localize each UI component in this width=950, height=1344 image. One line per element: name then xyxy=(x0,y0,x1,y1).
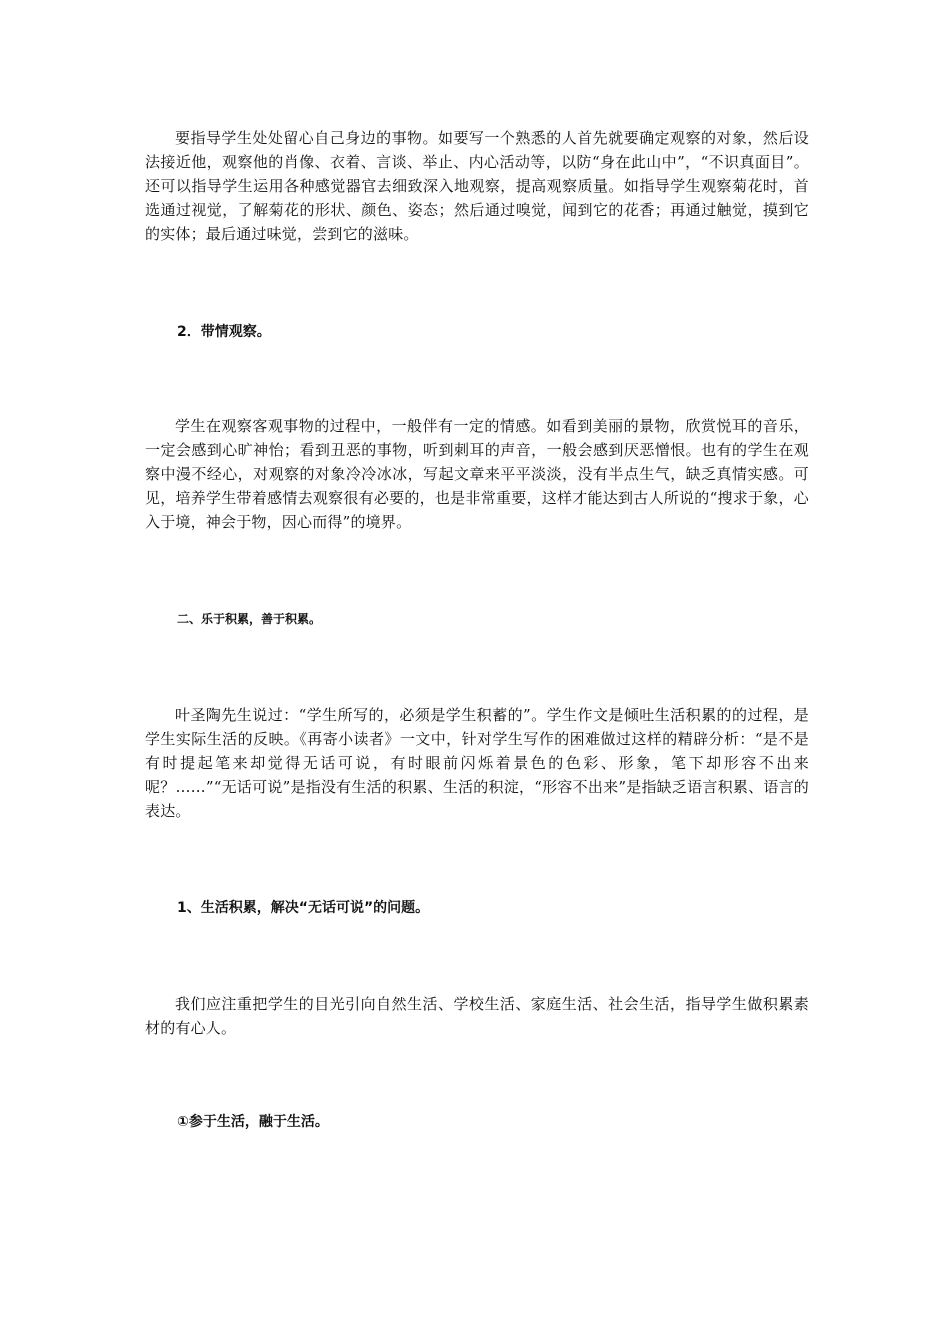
paragraph-emotional-observation: 学生在观察客观事物的过程中，一般伴有一定的情感。如看到美丽的景物，欣赏悦耳的音乐，一定会感到心旷神怡；看到丑恶的事物，听到刺耳的声音，一般会感到厌恶憎恨。也有的学生在观察中漫不经心，对观察的对象冷冷冰冰，写起文章来平平淡淡，没有半点生气，缺乏真情实感。可见，培养学生带着感情去观察很有必要的，也是非常重要，这样才能达到古人所说的“搜求于象，心入于境，神会于物，因心而得”的境界。 xyxy=(145,417,809,531)
paragraph-guide-students: 我们应注重把学生的目光引向自然生活、学校生活、家庭生活、社会生活，指导学生做积累素材的有心人。 xyxy=(145,995,809,1037)
paragraph-observe-surroundings: 要指导学生处处留心自己身边的事物。如要写一个熟悉的人首先就要确定观察的对象，然后设法接近他，观察他的肖像、衣着、言谈、举止、内心活动等，以防“身在此山中”，“不识真面目”。还可以指导学生运用各种感觉器官去细致深入地观察，提高观察质量。如指导学生观察菊花时，首选通过视觉，了解菊花的形状、颜色、姿态；然后通过嗅觉，闻到它的花香；再通过触觉，摸到它的实体；最后通过味觉，尝到它的滋味。 xyxy=(145,129,809,243)
heading-participate-in-life: ①参于生活，融于生活。 xyxy=(177,1114,329,1130)
heading-section-accumulation: 二、乐于积累，善于积累。 xyxy=(177,612,322,626)
paragraph-ye-shengtao-quote: 叶圣陶先生说过：“学生所写的，必须是学生积蓄的”。学生作文是倾吐生活积累的的过程，是学生实际生活的反映。《再寄小读者》一文中，针对学生写作的困难做过这样的精辟分析：“是不是有时提起笔来却觉得无话可说，有时眼前闪烁着景色的色彩、形象，笔下却形容不出来呢？……”“无话可说”是指没有生活的积累、生活的积淀，“形容不出来”是指缺乏语言积累、语言的表达。 xyxy=(145,706,809,820)
heading-observe-with-emotion: 2．带情观察。 xyxy=(177,324,271,340)
heading-life-accumulation: 1、生活积累，解决“无话可说”的问题。 xyxy=(177,900,430,916)
